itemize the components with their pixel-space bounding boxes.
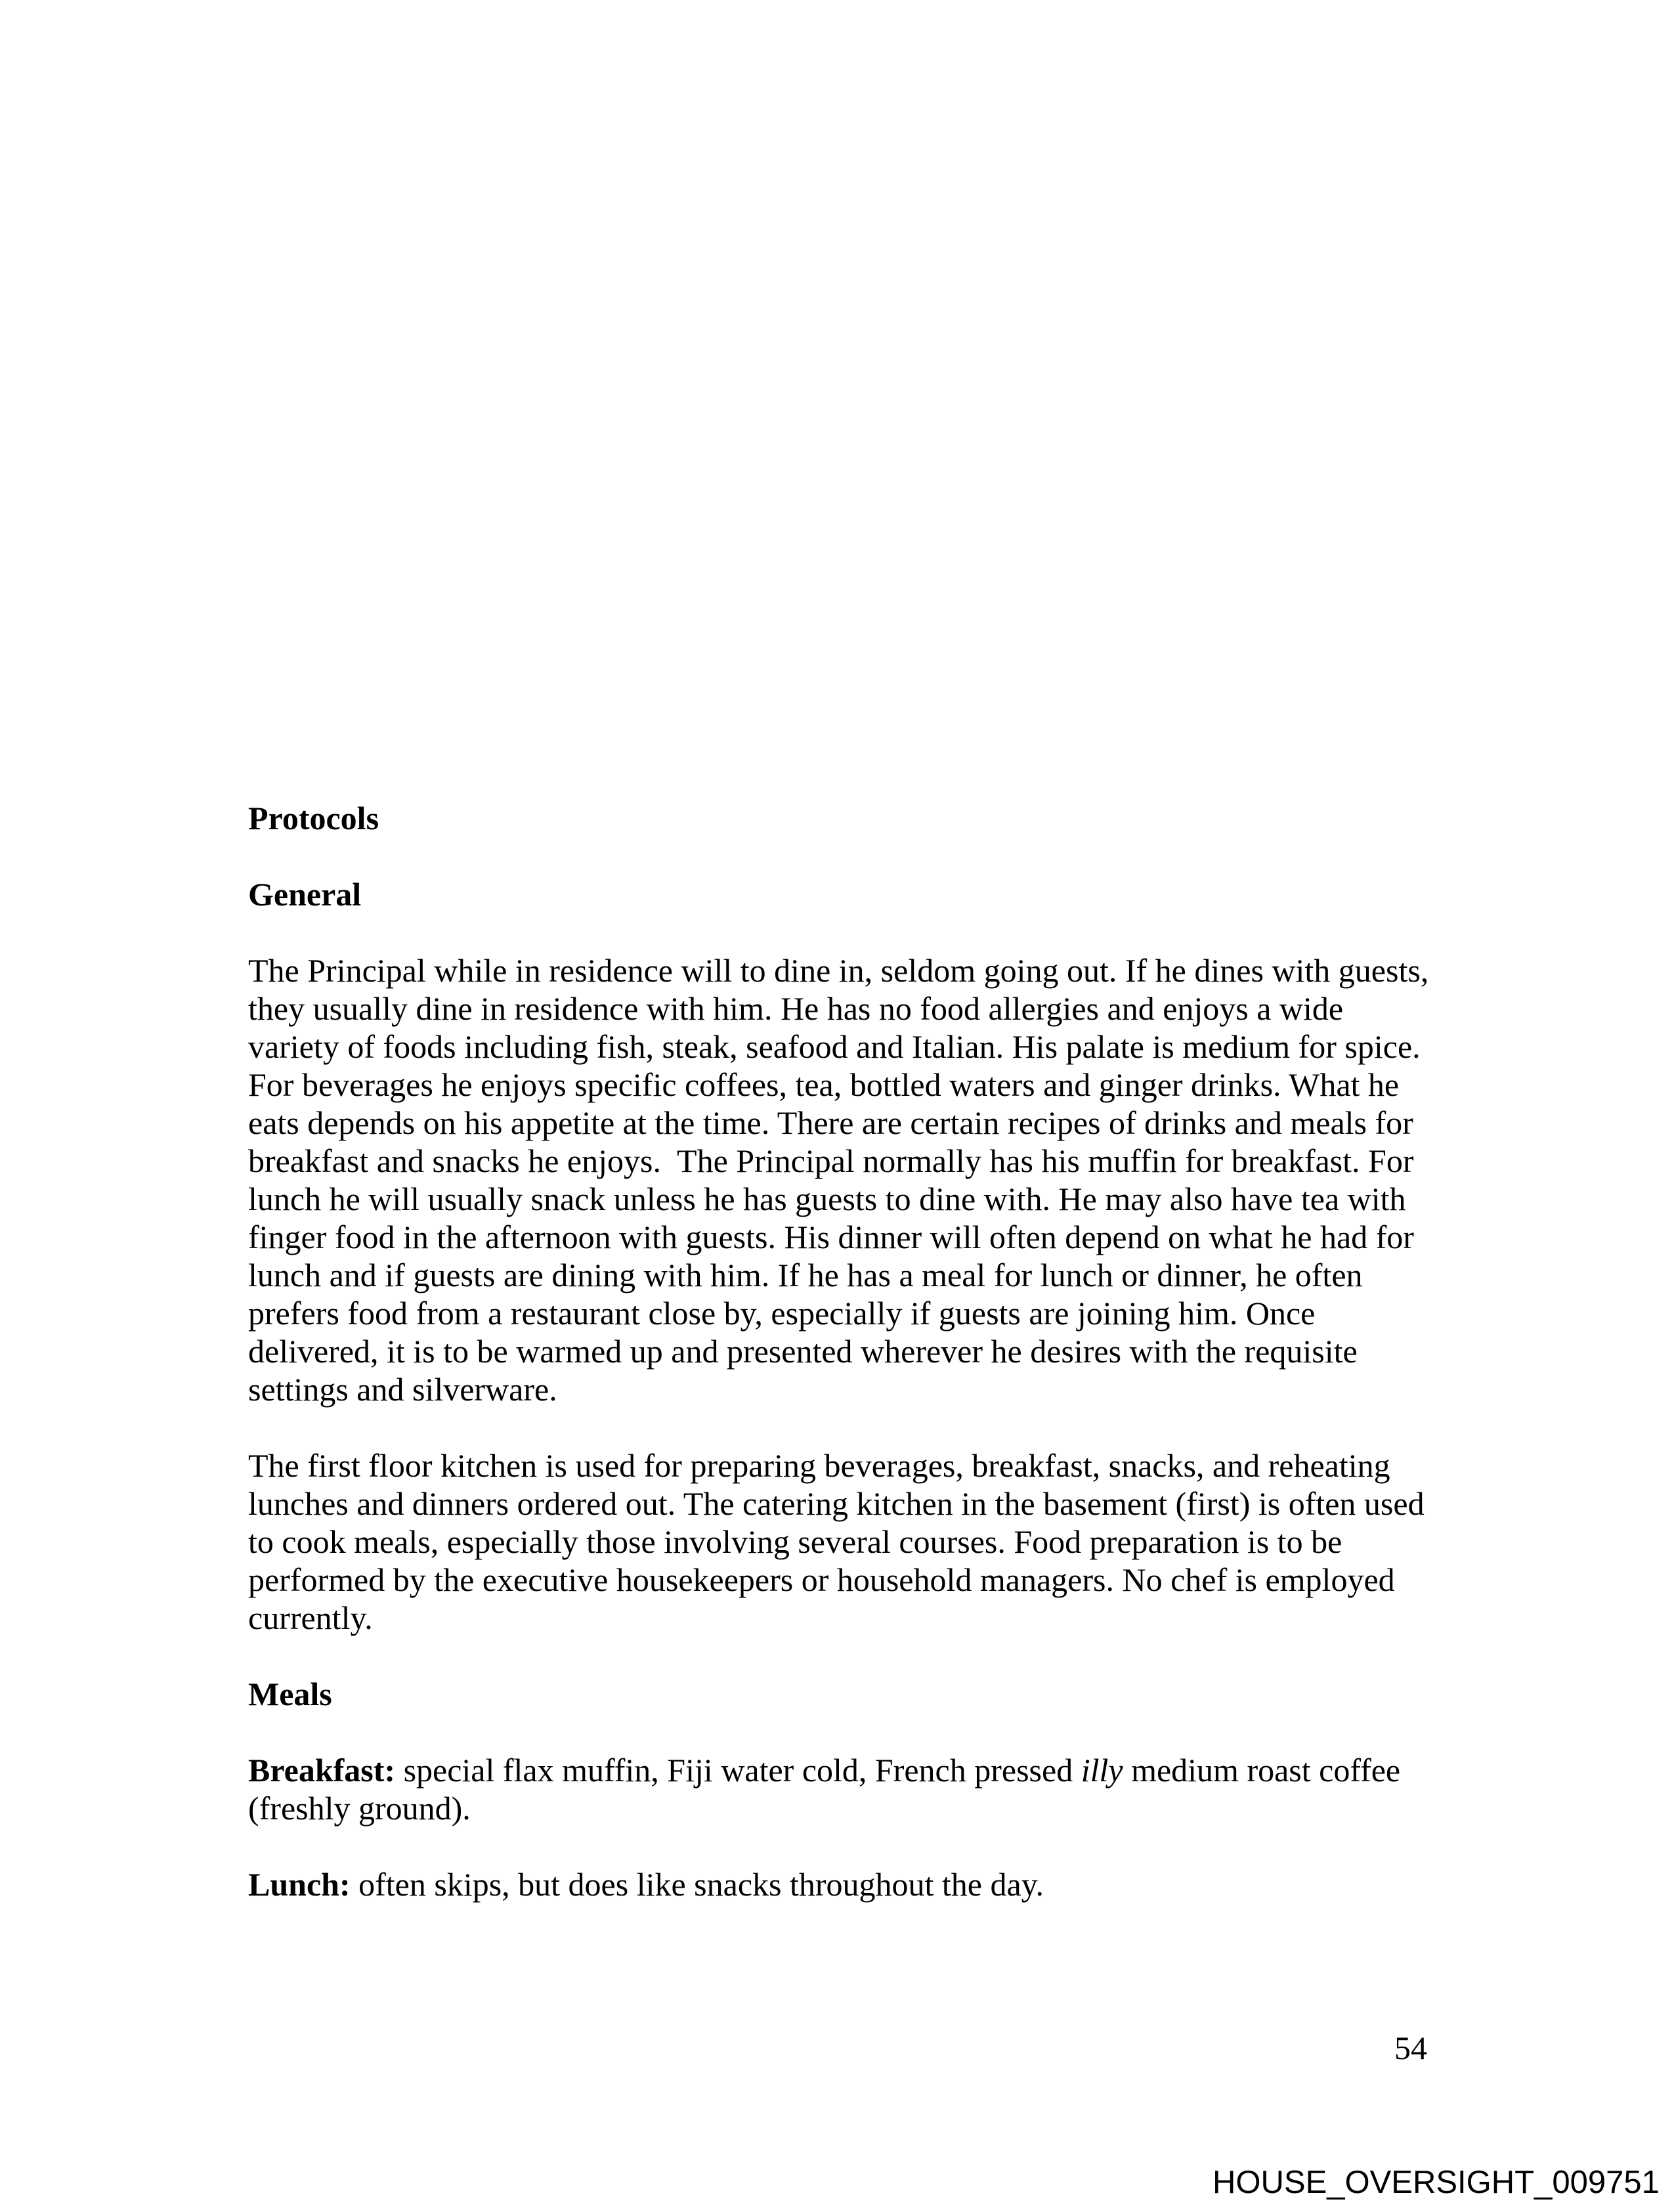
breakfast-label: Breakfast: — [248, 1752, 396, 1789]
paragraph-line: variety of foods including fish, steak, seafood and Italian. His palate is medium for spice. — [248, 1028, 1421, 1065]
lunch-line — [248, 1865, 1449, 1903]
paragraph-line: currently. — [248, 1599, 373, 1636]
section-heading-meals: Meals — [248, 1676, 332, 1712]
paragraph-general-2 — [248, 1446, 1449, 1637]
paragraph-line: For beverages he enjoys specific coffees, tea, bottled waters and ginger drinks. What he — [248, 1066, 1400, 1103]
breakfast-line-1 — [248, 1751, 1449, 1789]
lunch-text: often skips, but does like snacks throughout the day. — [350, 1866, 1044, 1903]
breakfast-brand-italic: illy — [1081, 1752, 1123, 1789]
document-content — [248, 799, 1449, 1941]
paragraph-line: finger food in the afternoon with guests. His dinner will often depend on what he had for — [248, 1219, 1414, 1255]
lunch-label: Lunch: — [248, 1866, 351, 1903]
paragraph-general-1 — [248, 951, 1449, 1408]
paragraph-line: The first floor kitchen is used for preparing beverages, breakfast, snacks, and reheating — [248, 1447, 1390, 1484]
bates-number: HOUSE_OVERSIGHT_009751 — [1213, 2165, 1660, 2200]
breakfast-text-before-italic: special flax muffin, Fiji water cold, French pressed — [395, 1752, 1081, 1789]
paragraph-line: breakfast and snacks he enjoys. The Principal normally has his muffin for breakfast. For — [248, 1142, 1414, 1179]
paragraph-line: performed by the executive housekeepers or household managers. No chef is employed — [248, 1561, 1395, 1598]
paragraph-line: eats depends on his appetite at the time. There are certain recipes of drinks and meals for — [248, 1104, 1413, 1141]
paragraph-line: they usually dine in residence with him. He has no food allergies and enjoys a wide — [248, 990, 1344, 1027]
paragraph-lunch — [248, 1865, 1449, 1903]
page-number: 54 — [1394, 2029, 1427, 2066]
paragraph-line: delivered, it is to be warmed up and presented wherever he desires with the requisite — [248, 1333, 1358, 1370]
paragraph-line: to cook meals, especially those involving several courses. Food preparation is to be — [248, 1523, 1342, 1560]
section-heading-protocols: Protocols — [248, 800, 379, 836]
paragraph-breakfast — [248, 1751, 1449, 1827]
paragraph-line: settings and silverware. — [248, 1371, 557, 1408]
breakfast-line-2: (freshly ground). — [248, 1790, 471, 1827]
section-heading-general: General — [248, 876, 362, 913]
paragraph-line: lunch and if guests are dining with him. If he has a meal for lunch or dinner, he often — [248, 1257, 1363, 1293]
paragraph-line: prefers food from a restaurant close by, especially if guests are joining him. Once — [248, 1295, 1316, 1332]
paragraph-line: lunch he will usually snack unless he has guests to dine with. He may also have tea with — [248, 1181, 1406, 1217]
breakfast-text-after-italic: medium roast coffee — [1123, 1752, 1401, 1789]
paragraph-line: The Principal while in residence will to dine in, seldom going out. If he dines with guests, — [248, 952, 1429, 989]
paragraph-line: lunches and dinners ordered out. The catering kitchen in the basement (first) is often used — [248, 1485, 1425, 1522]
